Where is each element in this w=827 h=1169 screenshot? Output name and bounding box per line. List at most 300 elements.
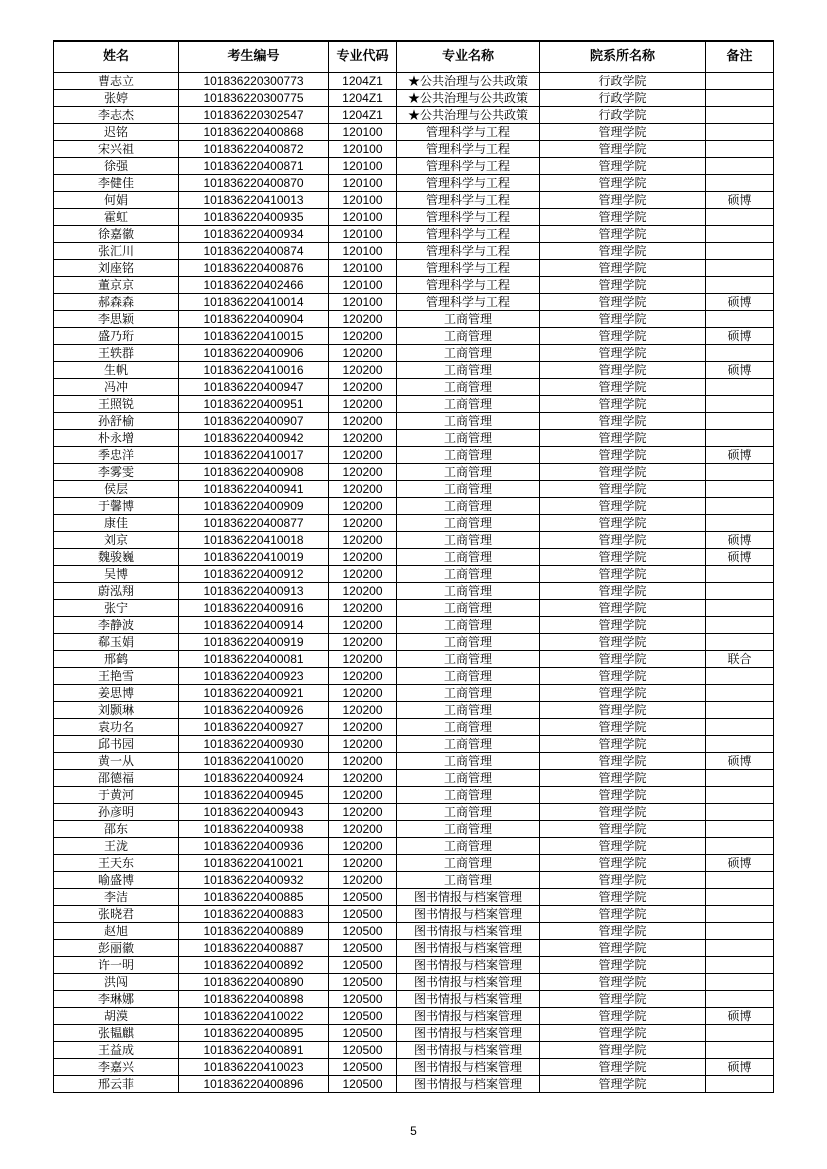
cell-major-code: 120200 — [329, 668, 397, 685]
table-row — [54, 872, 774, 889]
table-row — [54, 430, 774, 447]
cell-remark — [706, 838, 774, 855]
cell-candidate-id: 101836220400941 — [179, 481, 329, 498]
cell-major-code: 120200 — [329, 583, 397, 600]
cell-candidate-id: 101836220400921 — [179, 685, 329, 702]
cell-candidate-id: 101836220300775 — [179, 90, 329, 107]
page-number: 5 — [410, 1124, 417, 1138]
table-row — [54, 787, 774, 804]
cell-department: 管理学院 — [540, 243, 706, 260]
cell-candidate-id: 101836220400923 — [179, 668, 329, 685]
cell-candidate-id: 101836220400924 — [179, 770, 329, 787]
table-row — [54, 583, 774, 600]
table-row — [54, 991, 774, 1008]
cell-name: 王益成 — [54, 1042, 179, 1059]
cell-name: 魏骏巍 — [54, 549, 179, 566]
cell-name: 董京京 — [54, 277, 179, 294]
table-row — [54, 753, 774, 770]
cell-department: 管理学院 — [540, 175, 706, 192]
table-row — [54, 413, 774, 430]
cell-department: 管理学院 — [540, 821, 706, 838]
cell-major-code: 120200 — [329, 838, 397, 855]
header-name: 姓名 — [54, 41, 179, 73]
cell-candidate-id: 101836220400874 — [179, 243, 329, 260]
table-row — [54, 957, 774, 974]
cell-major-code: 120200 — [329, 634, 397, 651]
cell-name: 王天东 — [54, 855, 179, 872]
cell-major-code: 120200 — [329, 600, 397, 617]
cell-remark — [706, 430, 774, 447]
cell-remark: 硕博 — [706, 753, 774, 770]
cell-major-name: 工商管理 — [397, 719, 540, 736]
cell-major-code: 120100 — [329, 209, 397, 226]
cell-candidate-id: 101836220410016 — [179, 362, 329, 379]
cell-name: 曹志立 — [54, 73, 179, 90]
cell-name: 李雾雯 — [54, 464, 179, 481]
cell-department: 管理学院 — [540, 787, 706, 804]
cell-remark — [706, 464, 774, 481]
cell-major-code: 120200 — [329, 481, 397, 498]
cell-major-name: 图书情报与档案管理 — [397, 906, 540, 923]
cell-name: 于馨博 — [54, 498, 179, 515]
table-row — [54, 617, 774, 634]
cell-major-code: 120500 — [329, 1076, 397, 1093]
cell-major-code: 120200 — [329, 498, 397, 515]
cell-department: 管理学院 — [540, 804, 706, 821]
cell-major-code: 120500 — [329, 974, 397, 991]
cell-name: 何娟 — [54, 192, 179, 209]
cell-remark — [706, 1076, 774, 1093]
cell-candidate-id: 101836220400942 — [179, 430, 329, 447]
cell-candidate-id: 101836220302547 — [179, 107, 329, 124]
cell-name: 王艳雪 — [54, 668, 179, 685]
cell-remark — [706, 260, 774, 277]
table-row — [54, 481, 774, 498]
header-candidate-id: 考生编号 — [179, 41, 329, 73]
cell-remark — [706, 498, 774, 515]
cell-department: 管理学院 — [540, 260, 706, 277]
cell-major-code: 120100 — [329, 141, 397, 158]
table-row — [54, 464, 774, 481]
cell-major-name: 图书情报与档案管理 — [397, 974, 540, 991]
cell-remark — [706, 719, 774, 736]
table-row — [54, 1025, 774, 1042]
cell-remark: 联合 — [706, 651, 774, 668]
cell-major-code: 120200 — [329, 685, 397, 702]
table-row — [54, 566, 774, 583]
cell-major-name: 图书情报与档案管理 — [397, 1076, 540, 1093]
cell-major-name: 管理科学与工程 — [397, 294, 540, 311]
cell-remark — [706, 736, 774, 753]
cell-remark — [706, 1025, 774, 1042]
cell-candidate-id: 101836220400885 — [179, 889, 329, 906]
cell-department: 管理学院 — [540, 362, 706, 379]
cell-major-name: 工商管理 — [397, 566, 540, 583]
cell-candidate-id: 101836220400935 — [179, 209, 329, 226]
cell-remark — [706, 209, 774, 226]
cell-department: 管理学院 — [540, 294, 706, 311]
cell-candidate-id: 101836220400876 — [179, 260, 329, 277]
cell-candidate-id: 101836220410022 — [179, 1008, 329, 1025]
cell-remark — [706, 787, 774, 804]
cell-candidate-id: 101836220400936 — [179, 838, 329, 855]
cell-candidate-id: 101836220400930 — [179, 736, 329, 753]
cell-major-name: 管理科学与工程 — [397, 158, 540, 175]
cell-name: 邵德福 — [54, 770, 179, 787]
table-row — [54, 515, 774, 532]
cell-candidate-id: 101836220400872 — [179, 141, 329, 158]
cell-name: 李静波 — [54, 617, 179, 634]
cell-remark: 硕博 — [706, 532, 774, 549]
cell-name: 宋兴祖 — [54, 141, 179, 158]
cell-major-name: 图书情报与档案管理 — [397, 1008, 540, 1025]
table-row — [54, 702, 774, 719]
cell-department: 行政学院 — [540, 107, 706, 124]
cell-department: 管理学院 — [540, 889, 706, 906]
cell-candidate-id: 101836220400934 — [179, 226, 329, 243]
table-row — [54, 736, 774, 753]
cell-name: 刘颢琳 — [54, 702, 179, 719]
cell-remark — [706, 600, 774, 617]
cell-name: 李琳娜 — [54, 991, 179, 1008]
cell-remark — [706, 668, 774, 685]
table-row — [54, 668, 774, 685]
table-row — [54, 243, 774, 260]
table-row — [54, 362, 774, 379]
cell-department: 管理学院 — [540, 634, 706, 651]
table-row — [54, 345, 774, 362]
cell-candidate-id: 101836220410019 — [179, 549, 329, 566]
cell-department: 管理学院 — [540, 736, 706, 753]
table-row — [54, 634, 774, 651]
cell-name: 胡漠 — [54, 1008, 179, 1025]
cell-remark — [706, 634, 774, 651]
table-row — [54, 685, 774, 702]
cell-major-name: 工商管理 — [397, 430, 540, 447]
cell-major-code: 120500 — [329, 1008, 397, 1025]
cell-remark — [706, 957, 774, 974]
cell-major-code: 120200 — [329, 345, 397, 362]
cell-name: 邢鹤 — [54, 651, 179, 668]
table-row — [54, 1059, 774, 1076]
cell-candidate-id: 101836220400898 — [179, 991, 329, 1008]
cell-name: 郗玉娟 — [54, 634, 179, 651]
cell-major-name: 工商管理 — [397, 362, 540, 379]
cell-remark: 硕博 — [706, 549, 774, 566]
cell-remark — [706, 872, 774, 889]
cell-candidate-id: 101836220300773 — [179, 73, 329, 90]
table-row — [54, 447, 774, 464]
cell-major-name: 工商管理 — [397, 328, 540, 345]
cell-department: 管理学院 — [540, 532, 706, 549]
cell-name: 邢云菲 — [54, 1076, 179, 1093]
cell-department: 管理学院 — [540, 991, 706, 1008]
cell-remark — [706, 243, 774, 260]
cell-name: 郝森森 — [54, 294, 179, 311]
cell-candidate-id: 101836220400896 — [179, 1076, 329, 1093]
cell-major-name: 图书情报与档案管理 — [397, 1042, 540, 1059]
cell-remark — [706, 107, 774, 124]
cell-major-name: 管理科学与工程 — [397, 260, 540, 277]
cell-remark — [706, 617, 774, 634]
cell-major-code: 120200 — [329, 328, 397, 345]
cell-major-name: 管理科学与工程 — [397, 141, 540, 158]
cell-candidate-id: 101836220400938 — [179, 821, 329, 838]
cell-major-name: 工商管理 — [397, 532, 540, 549]
cell-department: 管理学院 — [540, 141, 706, 158]
cell-candidate-id: 101836220400907 — [179, 413, 329, 430]
cell-major-name: 图书情报与档案管理 — [397, 1059, 540, 1076]
cell-name: 康佳 — [54, 515, 179, 532]
cell-major-name: 工商管理 — [397, 311, 540, 328]
cell-major-name: ★公共治理与公共政策 — [397, 107, 540, 124]
cell-department: 管理学院 — [540, 192, 706, 209]
header-department: 院系所名称 — [540, 41, 706, 73]
cell-remark — [706, 481, 774, 498]
cell-major-name: 工商管理 — [397, 753, 540, 770]
table-row — [54, 498, 774, 515]
cell-candidate-id: 101836220400889 — [179, 923, 329, 940]
cell-major-code: 120200 — [329, 787, 397, 804]
cell-remark — [706, 940, 774, 957]
cell-candidate-id: 101836220400904 — [179, 311, 329, 328]
cell-department: 管理学院 — [540, 872, 706, 889]
cell-department: 管理学院 — [540, 226, 706, 243]
cell-department: 管理学院 — [540, 1042, 706, 1059]
cell-candidate-id: 101836220400908 — [179, 464, 329, 481]
table-row — [54, 923, 774, 940]
cell-candidate-id: 101836220400871 — [179, 158, 329, 175]
cell-department: 管理学院 — [540, 396, 706, 413]
cell-remark — [706, 991, 774, 1008]
cell-major-name: 工商管理 — [397, 583, 540, 600]
cell-major-code: 120100 — [329, 294, 397, 311]
cell-major-name: ★公共治理与公共政策 — [397, 73, 540, 90]
table-row — [54, 719, 774, 736]
table-row — [54, 600, 774, 617]
cell-name: 姜思博 — [54, 685, 179, 702]
admission-roster-table — [53, 40, 774, 1093]
cell-major-code: 120100 — [329, 158, 397, 175]
cell-name: 邱书园 — [54, 736, 179, 753]
cell-major-name: 工商管理 — [397, 872, 540, 889]
cell-major-code: 120200 — [329, 515, 397, 532]
cell-name: 吴博 — [54, 566, 179, 583]
cell-major-code: 120200 — [329, 651, 397, 668]
table-row — [54, 311, 774, 328]
cell-major-code: 120200 — [329, 753, 397, 770]
header-remark: 备注 — [706, 41, 774, 73]
header-major-name: 专业名称 — [397, 41, 540, 73]
cell-major-code: 1204Z1 — [329, 90, 397, 107]
table-row — [54, 396, 774, 413]
cell-major-code: 120200 — [329, 311, 397, 328]
cell-candidate-id: 101836220400947 — [179, 379, 329, 396]
cell-major-code: 120200 — [329, 719, 397, 736]
cell-department: 管理学院 — [540, 651, 706, 668]
cell-major-code: 120200 — [329, 413, 397, 430]
cell-major-code: 120500 — [329, 906, 397, 923]
cell-name: 刘京 — [54, 532, 179, 549]
cell-major-code: 120200 — [329, 379, 397, 396]
cell-major-name: 工商管理 — [397, 345, 540, 362]
table-row — [54, 940, 774, 957]
cell-department: 管理学院 — [540, 855, 706, 872]
cell-remark — [706, 906, 774, 923]
cell-remark — [706, 158, 774, 175]
cell-remark — [706, 311, 774, 328]
cell-name: 迟铭 — [54, 124, 179, 141]
cell-remark — [706, 702, 774, 719]
cell-remark — [706, 821, 774, 838]
cell-major-name: 管理科学与工程 — [397, 226, 540, 243]
table-row — [54, 90, 774, 107]
cell-major-name: 工商管理 — [397, 855, 540, 872]
cell-major-code: 120100 — [329, 124, 397, 141]
cell-major-code: 1204Z1 — [329, 107, 397, 124]
cell-major-name: ★公共治理与公共政策 — [397, 90, 540, 107]
cell-remark: 硕博 — [706, 855, 774, 872]
cell-name: 张韫麒 — [54, 1025, 179, 1042]
cell-major-code: 120100 — [329, 243, 397, 260]
cell-major-code: 120200 — [329, 396, 397, 413]
cell-major-name: 工商管理 — [397, 804, 540, 821]
cell-candidate-id: 101836220410015 — [179, 328, 329, 345]
cell-department: 管理学院 — [540, 583, 706, 600]
cell-department: 管理学院 — [540, 770, 706, 787]
table-row — [54, 1008, 774, 1025]
cell-major-name: 图书情报与档案管理 — [397, 923, 540, 940]
cell-major-name: 工商管理 — [397, 447, 540, 464]
cell-major-code: 120200 — [329, 549, 397, 566]
cell-department: 管理学院 — [540, 345, 706, 362]
cell-department: 管理学院 — [540, 1076, 706, 1093]
table-row — [54, 124, 774, 141]
cell-name: 生帆 — [54, 362, 179, 379]
cell-department: 管理学院 — [540, 1008, 706, 1025]
cell-candidate-id: 101836220400887 — [179, 940, 329, 957]
cell-remark: 硕博 — [706, 328, 774, 345]
cell-name: 季忠洋 — [54, 447, 179, 464]
cell-department: 管理学院 — [540, 430, 706, 447]
cell-name: 喻盛博 — [54, 872, 179, 889]
cell-candidate-id: 101836220400895 — [179, 1025, 329, 1042]
cell-major-name: 工商管理 — [397, 821, 540, 838]
cell-department: 管理学院 — [540, 515, 706, 532]
table-row — [54, 107, 774, 124]
cell-major-code: 120500 — [329, 1059, 397, 1076]
cell-name: 王泷 — [54, 838, 179, 855]
cell-name: 张晓君 — [54, 906, 179, 923]
cell-remark — [706, 226, 774, 243]
cell-department: 管理学院 — [540, 328, 706, 345]
cell-remark — [706, 583, 774, 600]
cell-remark — [706, 889, 774, 906]
cell-candidate-id: 101836220410014 — [179, 294, 329, 311]
cell-department: 管理学院 — [540, 464, 706, 481]
cell-remark: 硕博 — [706, 447, 774, 464]
cell-major-name: 管理科学与工程 — [397, 192, 540, 209]
cell-remark — [706, 396, 774, 413]
cell-department: 行政学院 — [540, 90, 706, 107]
table-row — [54, 855, 774, 872]
cell-major-name: 工商管理 — [397, 396, 540, 413]
cell-name: 袁功名 — [54, 719, 179, 736]
table-row — [54, 804, 774, 821]
cell-candidate-id: 101836220410020 — [179, 753, 329, 770]
cell-remark — [706, 974, 774, 991]
table-row — [54, 651, 774, 668]
cell-major-code: 120100 — [329, 175, 397, 192]
cell-candidate-id: 101836220400945 — [179, 787, 329, 804]
cell-candidate-id: 101836220400877 — [179, 515, 329, 532]
cell-department: 管理学院 — [540, 498, 706, 515]
table-row — [54, 770, 774, 787]
cell-candidate-id: 101836220400883 — [179, 906, 329, 923]
cell-name: 李健佳 — [54, 175, 179, 192]
cell-major-code: 120500 — [329, 991, 397, 1008]
cell-major-name: 工商管理 — [397, 685, 540, 702]
cell-candidate-id: 101836220410023 — [179, 1059, 329, 1076]
cell-candidate-id: 101836220410013 — [179, 192, 329, 209]
cell-candidate-id: 101836220400906 — [179, 345, 329, 362]
table-row — [54, 294, 774, 311]
cell-department: 管理学院 — [540, 753, 706, 770]
cell-major-code: 120500 — [329, 940, 397, 957]
cell-department: 管理学院 — [540, 702, 706, 719]
cell-remark — [706, 685, 774, 702]
header-row — [54, 41, 774, 73]
cell-major-name: 工商管理 — [397, 481, 540, 498]
cell-name: 刘座铭 — [54, 260, 179, 277]
cell-remark — [706, 923, 774, 940]
cell-major-name: 工商管理 — [397, 702, 540, 719]
cell-department: 管理学院 — [540, 447, 706, 464]
cell-department: 管理学院 — [540, 379, 706, 396]
cell-remark — [706, 1042, 774, 1059]
cell-remark — [706, 566, 774, 583]
cell-major-code: 120100 — [329, 192, 397, 209]
cell-candidate-id: 101836220400919 — [179, 634, 329, 651]
table-row — [54, 532, 774, 549]
cell-candidate-id: 101836220400870 — [179, 175, 329, 192]
cell-name: 孙彦明 — [54, 804, 179, 821]
cell-remark: 硕博 — [706, 294, 774, 311]
cell-candidate-id: 101836220410018 — [179, 532, 329, 549]
cell-department: 管理学院 — [540, 566, 706, 583]
cell-department: 管理学院 — [540, 413, 706, 430]
cell-major-name: 图书情报与档案管理 — [397, 991, 540, 1008]
cell-department: 管理学院 — [540, 685, 706, 702]
cell-name: 李志杰 — [54, 107, 179, 124]
table-row — [54, 549, 774, 566]
cell-name: 朴永增 — [54, 430, 179, 447]
cell-major-code: 120500 — [329, 923, 397, 940]
cell-major-name: 工商管理 — [397, 498, 540, 515]
cell-department: 管理学院 — [540, 124, 706, 141]
cell-name: 孙舒榆 — [54, 413, 179, 430]
table-row — [54, 1076, 774, 1093]
cell-name: 于黄河 — [54, 787, 179, 804]
cell-remark: 硕博 — [706, 362, 774, 379]
cell-name: 冯冲 — [54, 379, 179, 396]
cell-major-name: 工商管理 — [397, 838, 540, 855]
header-major-code: 专业代码 — [329, 41, 397, 73]
table-row — [54, 158, 774, 175]
cell-major-name: 工商管理 — [397, 464, 540, 481]
cell-candidate-id: 101836220400909 — [179, 498, 329, 515]
cell-name: 张宁 — [54, 600, 179, 617]
